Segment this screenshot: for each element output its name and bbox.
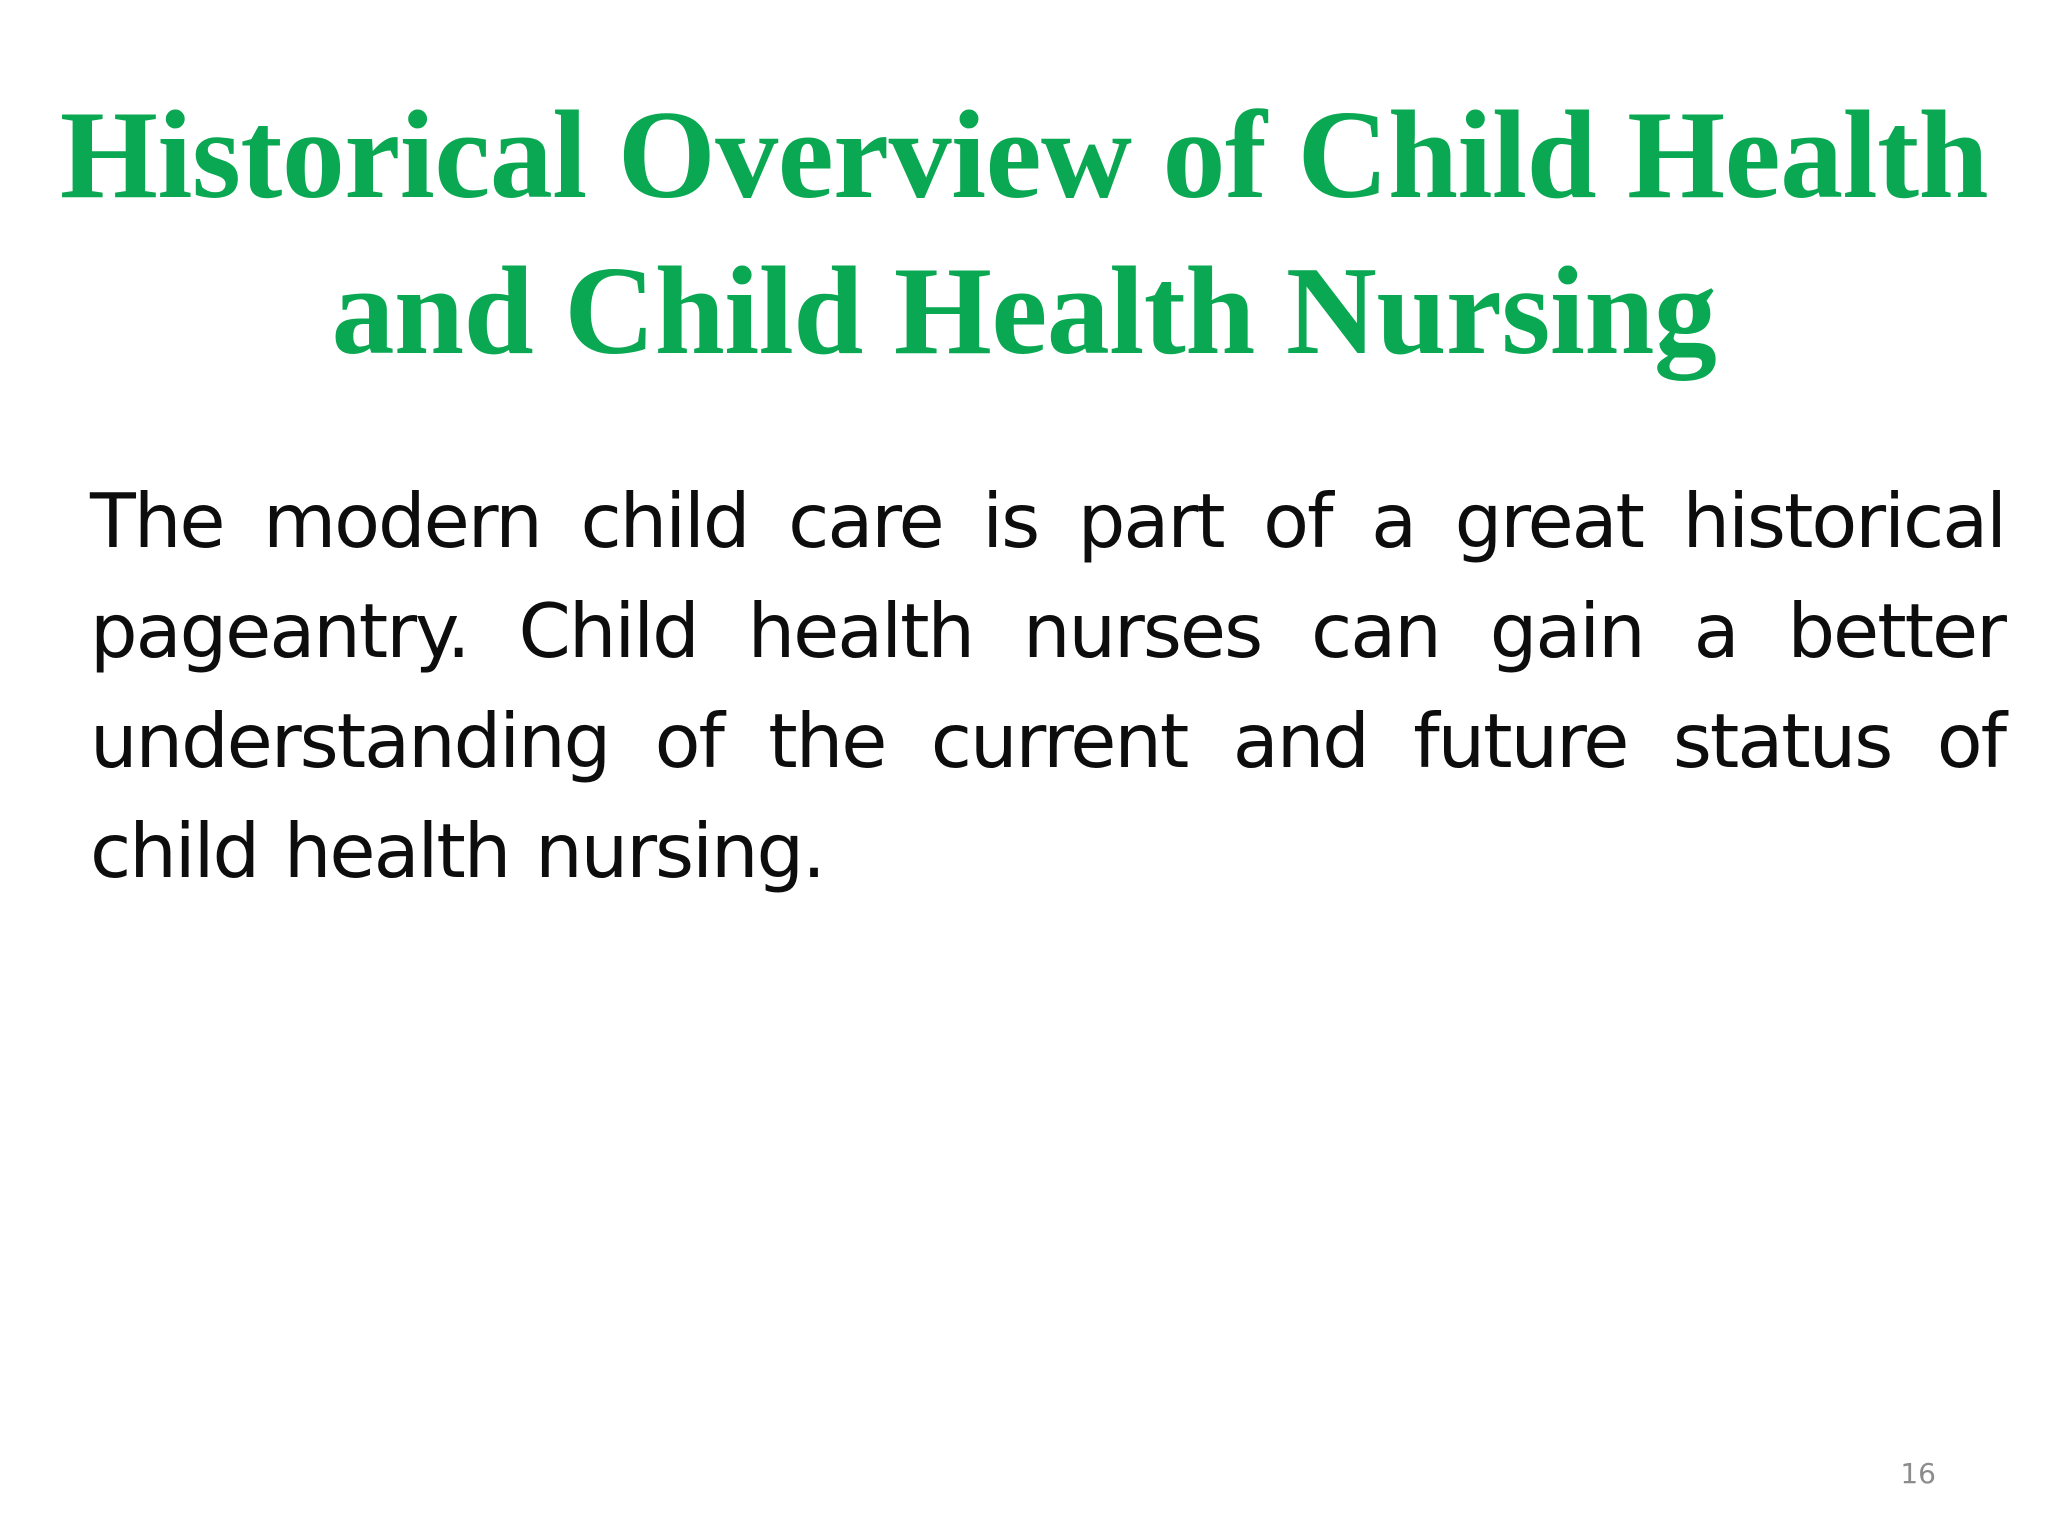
slide-body-text: The modern child care is part of a great historical pageantry. Child health nurses can gain a better understanding of the current and future status of child health nursing. xyxy=(90,477,2005,895)
slide-title-line-2: and Child Health Nursing xyxy=(331,242,1717,381)
slide-title xyxy=(40,78,2008,390)
slide-number: 16 xyxy=(1900,1457,1936,1490)
slide-title-line-1: Historical Overview of Child Health xyxy=(59,86,1989,225)
